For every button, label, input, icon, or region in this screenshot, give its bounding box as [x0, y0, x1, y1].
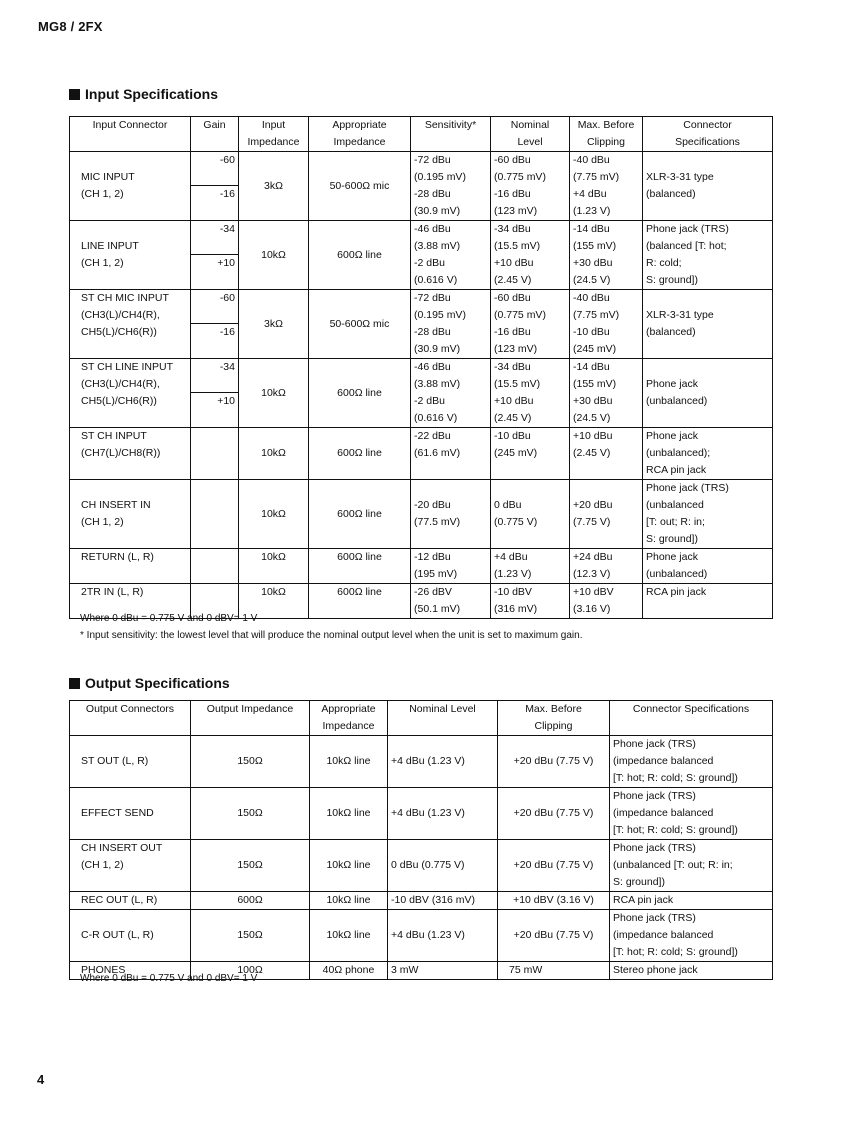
nominal-level-cell: +4 dBu (1.23 V) [491, 549, 570, 584]
nominal-level-cell: +4 dBu (1.23 V) [388, 736, 498, 788]
input-specifications-table [69, 116, 773, 619]
header-input-connector: Input Connector [70, 117, 191, 152]
output-row-c-r-out [70, 910, 773, 962]
output-impedance-cell: 150Ω [191, 736, 310, 788]
appropriate-impedance-cell: 40Ω phone [310, 962, 388, 980]
max-before-clipping-cell: +20 dBu (7.75 V) [498, 840, 610, 892]
input-connector-cell: ST CH INPUT (CH7(L)/CH8(R)) [70, 428, 191, 480]
input-impedance-cell: 10kΩ [239, 584, 309, 619]
output-units-note: Where 0 dBu = 0.775 V and 0 dBV= 1 V [80, 973, 258, 984]
sensitivity-cell: -46 dBu (3.88 mV) -2 dBu (0.616 V) [411, 359, 491, 428]
output-row-rec-out [70, 892, 773, 910]
gain-cell: -60 -16 [191, 152, 239, 221]
input-table-header-row [70, 117, 773, 152]
nominal-level-cell: -34 dBu (15.5 mV) +10 dBu (2.45 V) [491, 221, 570, 290]
input-row-st-ch-mic-input [70, 290, 773, 359]
input-connector-cell: CH INSERT IN (CH 1, 2) [70, 480, 191, 549]
gain-cell: -60 -16 [191, 290, 239, 359]
appropriate-impedance-cell: 600Ω line [309, 480, 411, 549]
max-before-clipping-cell: -40 dBu (7.75 mV) -10 dBu (245 mV) [570, 290, 643, 359]
header-appropriate-impedance: Appropriate Impedance [310, 701, 388, 736]
header-nominal-level: Nominal Level [491, 117, 570, 152]
appropriate-impedance-cell: 10kΩ line [310, 910, 388, 962]
max-before-clipping-cell: -14 dBu (155 mV) +30 dBu (24.5 V) [570, 221, 643, 290]
connector-spec-cell: Phone jack (unbalanced); RCA pin jack [643, 428, 773, 480]
input-section-title-text: Input Specifications [85, 86, 219, 102]
max-before-clipping-cell: +10 dBV (3.16 V) [498, 892, 610, 910]
connector-spec-cell: Phone jack (TRS) (unbalanced [T: out; R: in; S: ground]) [643, 480, 773, 549]
input-connector-cell: ST CH MIC INPUT (CH3(L)/CH4(R), CH5(L)/CH6(R)) [70, 290, 191, 359]
header-sensitivity: Sensitivity* [411, 117, 491, 152]
max-before-clipping-cell: +10 dBV (3.16 V) [570, 584, 643, 619]
connector-spec-cell: XLR-3-31 type (balanced) [643, 152, 773, 221]
sensitivity-cell: -72 dBu (0.195 mV) -28 dBu (30.9 mV) [411, 152, 491, 221]
output-connector-cell: CH INSERT OUT (CH 1, 2) [70, 840, 191, 892]
gain-cell: -34 +10 [191, 359, 239, 428]
connector-spec-cell: RCA pin jack [610, 892, 773, 910]
output-connector-cell: ST OUT (L, R) [70, 736, 191, 788]
connector-spec-cell: XLR-3-31 type (balanced) [643, 290, 773, 359]
output-specifications-title [69, 675, 230, 691]
header-appropriate-impedance: Appropriate Impedance [309, 117, 411, 152]
sensitivity-cell: -72 dBu (0.195 mV) -28 dBu (30.9 mV) [411, 290, 491, 359]
nominal-level-cell: +4 dBu (1.23 V) [388, 910, 498, 962]
input-impedance-cell: 3kΩ [239, 152, 309, 221]
nominal-level-cell: -10 dBu (245 mV) [491, 428, 570, 480]
appropriate-impedance-cell: 600Ω line [309, 359, 411, 428]
nominal-level-cell: -34 dBu (15.5 mV) +10 dBu (2.45 V) [491, 359, 570, 428]
output-section-title-text: Output Specifications [85, 675, 230, 691]
input-connector-cell: MIC INPUT (CH 1, 2) [70, 152, 191, 221]
appropriate-impedance-cell: 600Ω line [309, 428, 411, 480]
sensitivity-cell: -20 dBu (77.5 mV) [411, 480, 491, 549]
appropriate-impedance-cell: 600Ω line [309, 584, 411, 619]
appropriate-impedance-cell: 50-600Ω mic [309, 152, 411, 221]
output-connector-cell: PHONES [70, 962, 191, 980]
header-connector-specifications: Connector Specifications [643, 117, 773, 152]
appropriate-impedance-cell: 600Ω line [309, 221, 411, 290]
max-before-clipping-cell: +24 dBu (12.3 V) [570, 549, 643, 584]
input-specifications-title [69, 86, 218, 102]
input-impedance-cell: 10kΩ [239, 549, 309, 584]
input-sensitivity-footnote: * Input sensitivity: the lowest level that will produce the nominal output level when the unit is set to maximum gain. [80, 630, 583, 641]
max-before-clipping-cell: +20 dBu (7.75 V) [498, 910, 610, 962]
nominal-level-cell: 0 dBu (0.775 V) [388, 840, 498, 892]
input-row-line-input [70, 221, 773, 290]
header-input-impedance: Input Impedance [239, 117, 309, 152]
max-before-clipping-cell: 75 mW [498, 962, 610, 980]
nominal-level-cell: -10 dBV (316 mV) [388, 892, 498, 910]
gain-cell: -34 +10 [191, 221, 239, 290]
input-row-mic-input [70, 152, 773, 221]
output-impedance-cell: 600Ω [191, 892, 310, 910]
gain-cell [191, 428, 239, 480]
input-impedance-cell: 10kΩ [239, 428, 309, 480]
output-connector-cell: EFFECT SEND [70, 788, 191, 840]
input-row-return [70, 549, 773, 584]
output-connector-cell: REC OUT (L, R) [70, 892, 191, 910]
nominal-level-cell: 3 mW [388, 962, 498, 980]
nominal-level-cell: -10 dBV (316 mV) [491, 584, 570, 619]
input-row-ch-insert-in [70, 480, 773, 549]
input-row-st-ch-input [70, 428, 773, 480]
output-row-effect-send [70, 788, 773, 840]
output-row-ch-insert-out [70, 840, 773, 892]
connector-spec-cell: Phone jack (unbalanced) [643, 549, 773, 584]
gain-cell [191, 549, 239, 584]
page-number: 4 [37, 1072, 45, 1087]
input-connector-cell: ST CH LINE INPUT (CH3(L)/CH4(R), CH5(L)/CH6(R)) [70, 359, 191, 428]
connector-spec-cell: Phone jack (TRS) (impedance balanced [T: hot; R: cold; S: ground]) [610, 910, 773, 962]
connector-spec-cell: Phone jack (TRS) (unbalanced [T: out; R: in; S: ground]) [610, 840, 773, 892]
gain-cell [191, 480, 239, 549]
nominal-level-cell: 0 dBu (0.775 V) [491, 480, 570, 549]
sensitivity-cell: -12 dBu (195 mV) [411, 549, 491, 584]
input-impedance-cell: 3kΩ [239, 290, 309, 359]
input-row-st-ch-line-input [70, 359, 773, 428]
section-square-icon [69, 678, 80, 689]
connector-spec-cell: RCA pin jack [643, 584, 773, 619]
appropriate-impedance-cell: 50-600Ω mic [309, 290, 411, 359]
header-model-name: MG8 / 2FX [38, 19, 103, 34]
connector-spec-cell: Phone jack (TRS) (balanced [T: hot; R: cold; S: ground]) [643, 221, 773, 290]
appropriate-impedance-cell: 10kΩ line [310, 892, 388, 910]
max-before-clipping-cell: +20 dBu (7.75 V) [498, 788, 610, 840]
appropriate-impedance-cell: 10kΩ line [310, 840, 388, 892]
input-units-note: Where 0 dBu = 0.775 V and 0 dBV= 1 V [80, 613, 258, 624]
appropriate-impedance-cell: 10kΩ line [310, 788, 388, 840]
max-before-clipping-cell: +20 dBu (7.75 V) [570, 480, 643, 549]
output-impedance-cell: 100Ω [191, 962, 310, 980]
header-output-impedance: Output Impedance [191, 701, 310, 736]
nominal-level-cell: -60 dBu (0.775 mV) -16 dBu (123 mV) [491, 290, 570, 359]
nominal-level-cell: +4 dBu (1.23 V) [388, 788, 498, 840]
output-connector-cell: C-R OUT (L, R) [70, 910, 191, 962]
output-impedance-cell: 150Ω [191, 788, 310, 840]
output-table-header-row [70, 701, 773, 736]
header-gain: Gain [191, 117, 239, 152]
max-before-clipping-cell: -40 dBu (7.75 mV) +4 dBu (1.23 V) [570, 152, 643, 221]
connector-spec-cell: Stereo phone jack [610, 962, 773, 980]
sensitivity-cell: -46 dBu (3.88 mV) -2 dBu (0.616 V) [411, 221, 491, 290]
input-impedance-cell: 10kΩ [239, 221, 309, 290]
output-impedance-cell: 150Ω [191, 840, 310, 892]
output-specifications-table [69, 700, 773, 980]
input-impedance-cell: 10kΩ [239, 359, 309, 428]
max-before-clipping-cell: +10 dBu (2.45 V) [570, 428, 643, 480]
input-impedance-cell: 10kΩ [239, 480, 309, 549]
nominal-level-cell: -60 dBu (0.775 mV) -16 dBu (123 mV) [491, 152, 570, 221]
section-square-icon [69, 89, 80, 100]
header-output-connectors: Output Connectors [70, 701, 191, 736]
appropriate-impedance-cell: 600Ω line [309, 549, 411, 584]
input-connector-cell: 2TR IN (L, R) [70, 584, 191, 619]
input-connector-cell: LINE INPUT (CH 1, 2) [70, 221, 191, 290]
connector-spec-cell: Phone jack (TRS) (impedance balanced [T: hot; R: cold; S: ground]) [610, 788, 773, 840]
header-nominal-level: Nominal Level [388, 701, 498, 736]
header-max-before-clipping: Max. Before Clipping [498, 701, 610, 736]
connector-spec-cell: Phone jack (TRS) (impedance balanced [T: hot; R: cold; S: ground]) [610, 736, 773, 788]
output-row-st-out [70, 736, 773, 788]
sensitivity-cell: -26 dBV (50.1 mV) [411, 584, 491, 619]
connector-spec-cell: Phone jack (unbalanced) [643, 359, 773, 428]
header-connector-specifications: Connector Specifications [610, 701, 773, 736]
input-connector-cell: RETURN (L, R) [70, 549, 191, 584]
max-before-clipping-cell: +20 dBu (7.75 V) [498, 736, 610, 788]
sensitivity-cell: -22 dBu (61.6 mV) [411, 428, 491, 480]
header-max-before-clipping: Max. Before Clipping [570, 117, 643, 152]
appropriate-impedance-cell: 10kΩ line [310, 736, 388, 788]
max-before-clipping-cell: -14 dBu (155 mV) +30 dBu (24.5 V) [570, 359, 643, 428]
output-impedance-cell: 150Ω [191, 910, 310, 962]
